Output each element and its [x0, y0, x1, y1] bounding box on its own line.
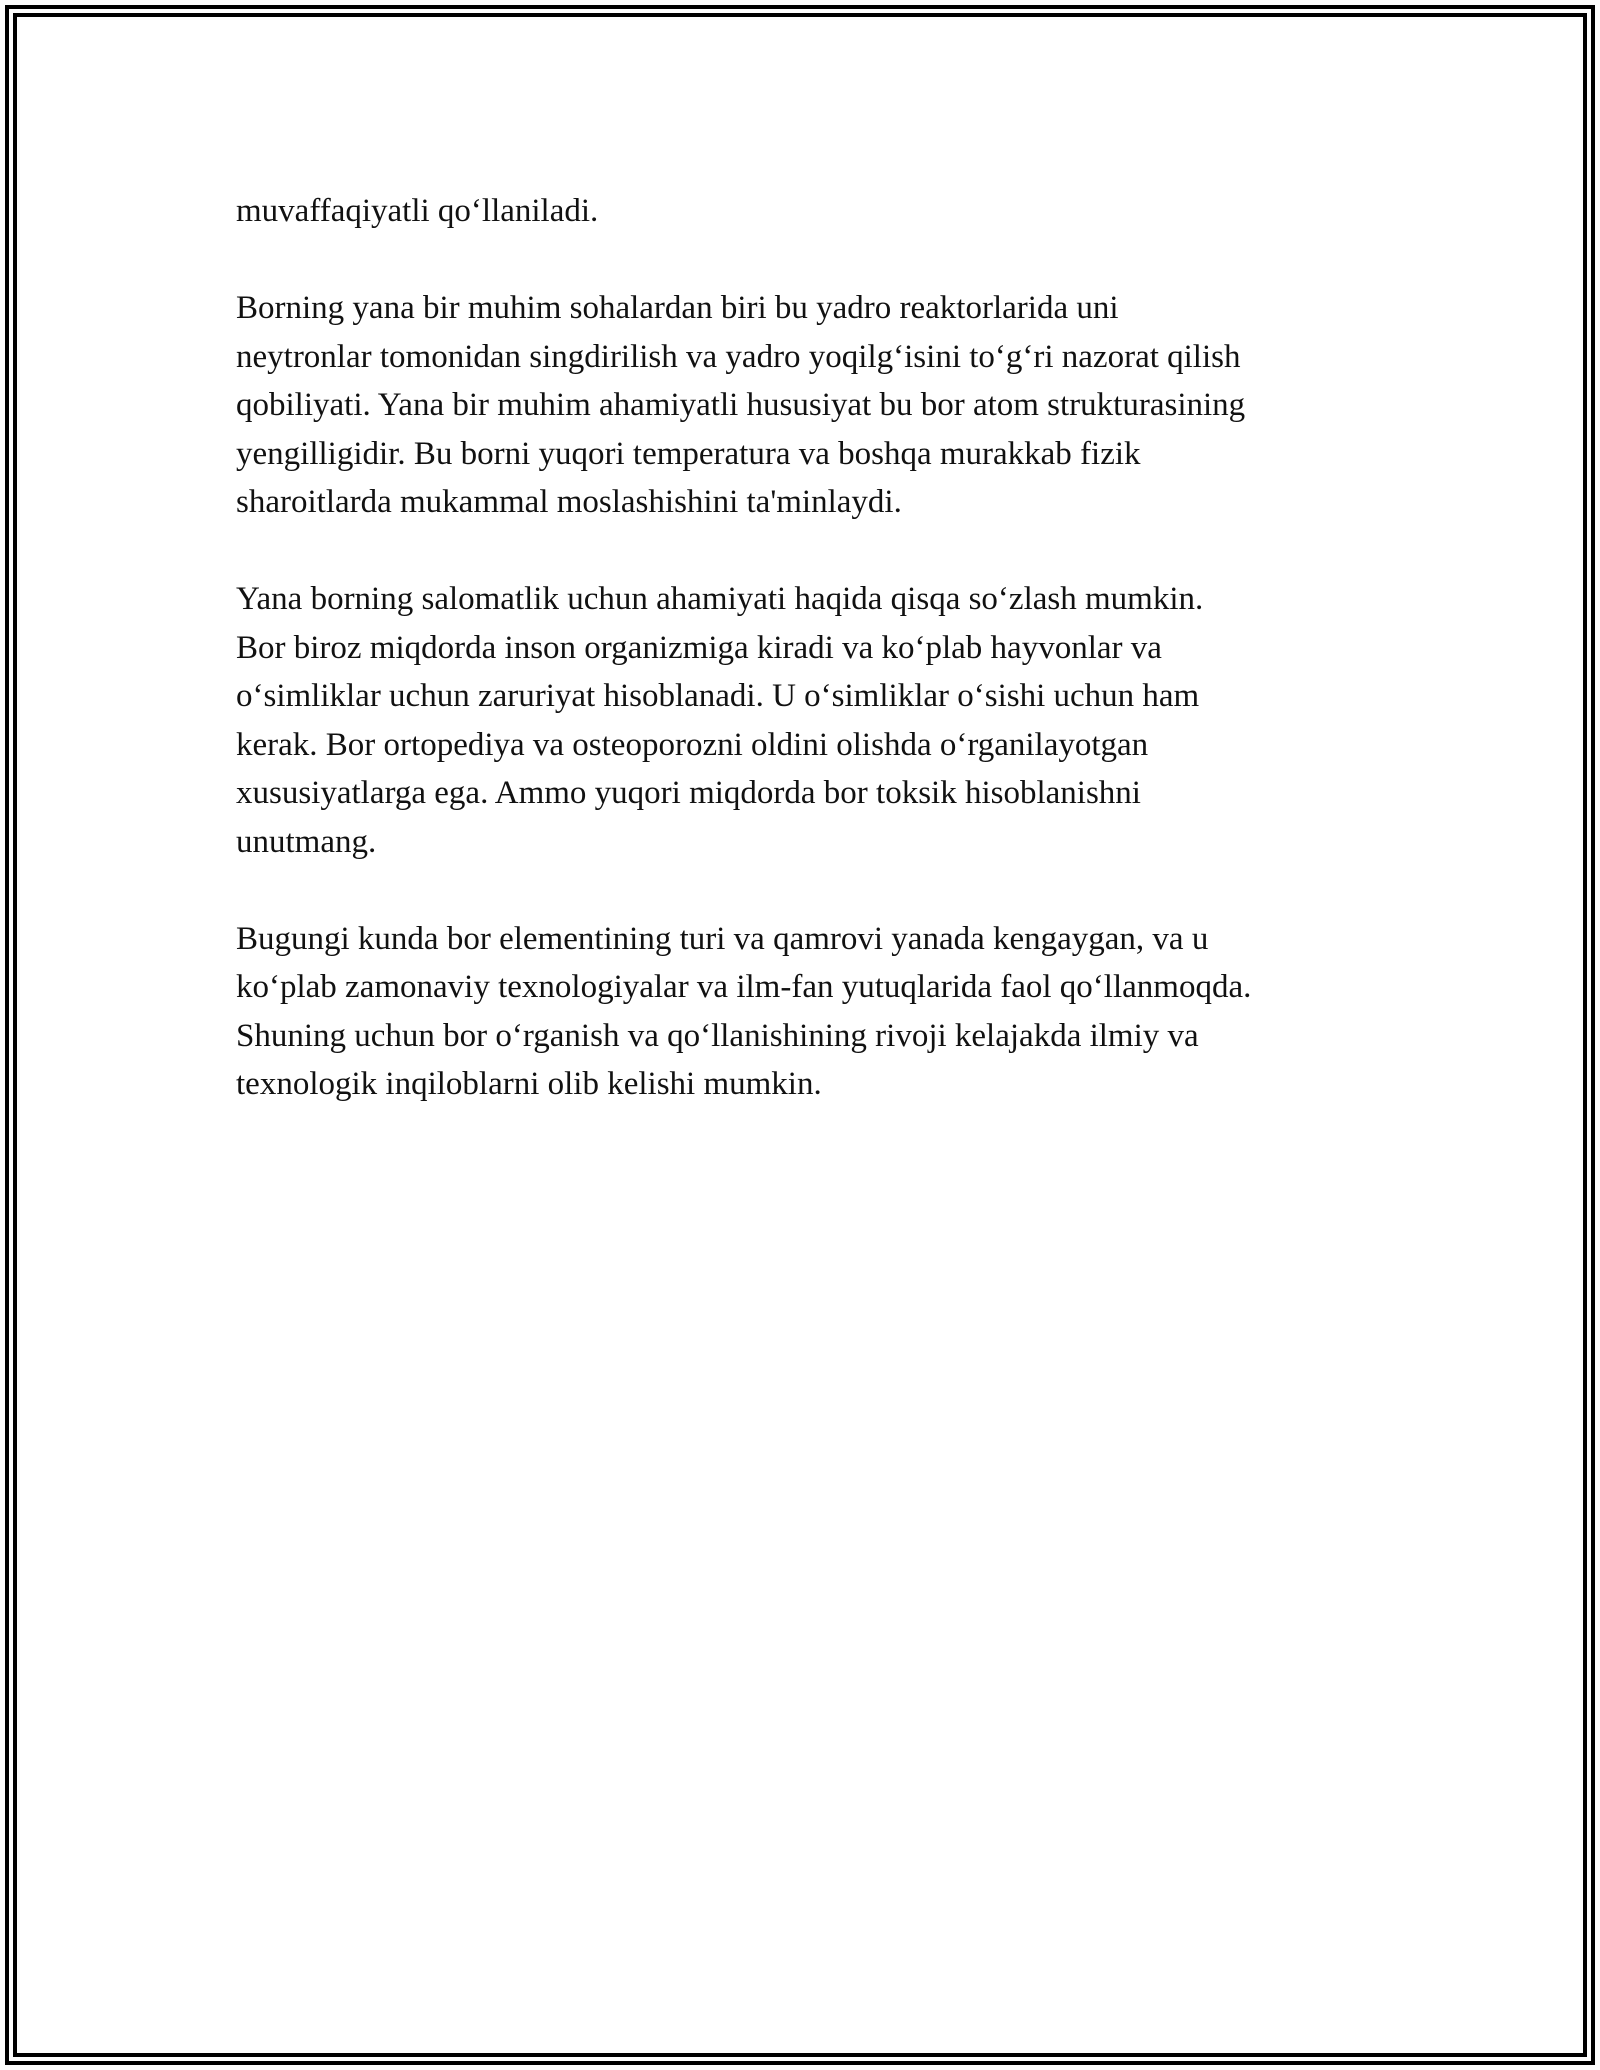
paragraph	[236, 284, 1376, 527]
text-line: kerak. Bor ortopediya va osteoporozni oldini olishda o‘rganilayotgan	[236, 726, 1149, 763]
document-body	[236, 187, 1376, 1109]
text-line: unutmang.	[236, 823, 377, 860]
text-line: Bor biroz miqdorda inson organizmiga kiradi va ko‘plab hayvonlar va	[236, 629, 1162, 666]
text-line: qobiliyati. Yana bir muhim ahamiyatli hususiyat bu bor atom strukturasining	[236, 387, 1246, 423]
text-line: muvaffaqiyatli qo‘llaniladi.	[236, 193, 599, 229]
text-line: xususiyatlarga ega. Ammo yuqori miqdorda bor toksik hisoblanishni	[236, 775, 1141, 811]
text-line: ko‘plab zamonaviy texnologiyalar va ilm-fan yutuqlarida faol qo‘llanmoqda.	[236, 969, 1252, 1005]
paragraph	[236, 187, 1376, 236]
text-line: Yana borning salomatlik uchun ahamiyati haqida qisqa so‘zlash mumkin.	[236, 581, 1204, 617]
text-line: Shuning uchun bor o‘rganish va qo‘llanishining rivoji kelajakda ilmiy va	[236, 1017, 1199, 1054]
text-line: o‘simliklar uchun zaruriyat hisoblanadi. U o‘simliklar o‘sishi uchun ham	[236, 678, 1200, 714]
text-line: texnologik inqiloblarni olib kelishi mumkin.	[236, 1066, 822, 1102]
text-line: yengilligidir. Bu borni yuqori temperatura va boshqa murakkab fizik	[236, 435, 1141, 472]
text-line: Borning yana bir muhim sohalardan biri bu yadro reaktorlarida uni	[236, 290, 1119, 326]
text-line: Bugungi kunda bor elementining turi va qamrovi yanada kengaygan, va u	[236, 920, 1209, 957]
paragraph	[236, 575, 1376, 866]
paragraph	[236, 915, 1376, 1109]
text-line: neytronlar tomonidan singdirilish va yadro yoqilg‘isini to‘g‘ri nazorat qilish	[236, 338, 1241, 375]
text-line: sharoitlarda mukammal moslashishini ta'minlaydi.	[236, 484, 902, 520]
